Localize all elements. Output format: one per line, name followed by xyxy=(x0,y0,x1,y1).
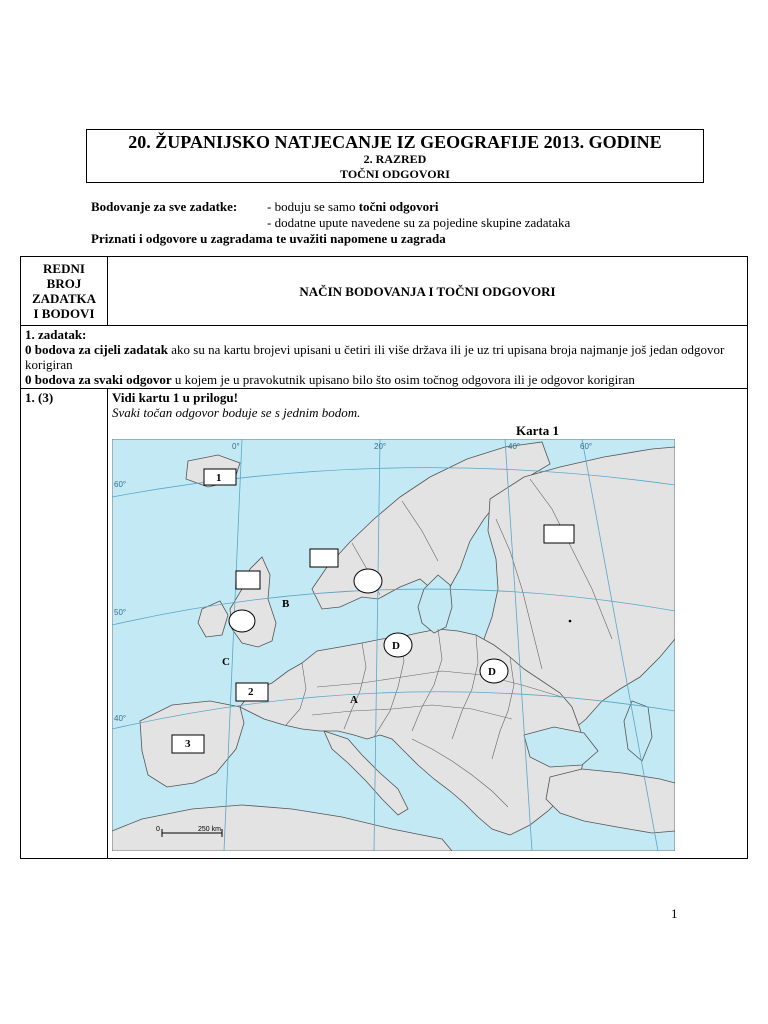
label-D2: D xyxy=(488,666,496,678)
label-box-1: 1 xyxy=(216,472,222,484)
label-C: C xyxy=(222,656,230,668)
answer-circle-1 xyxy=(354,569,382,593)
label-B: B xyxy=(282,598,290,610)
question-note: Svaki točan odgovor boduje se s jednim bodom. xyxy=(112,405,361,420)
rule1-bold: 0 bodova za cijeli zadatak xyxy=(25,342,168,357)
answer-table xyxy=(20,256,748,859)
label-box-2: 2 xyxy=(248,686,254,698)
question-content xyxy=(108,389,748,859)
rule2-text: u kojem je u pravokutnik upisano bilo što osim točnog odgovora ili je odgovor korigiran xyxy=(171,372,635,387)
label-50deg: 50° xyxy=(114,608,127,617)
task-title: 1. zadatak: xyxy=(25,327,87,342)
answer-box-empty-3 xyxy=(544,525,574,543)
column-header-scoring: NAČIN BODOVANJA I TOČNI ODGOVORI xyxy=(108,257,748,326)
document-subtitle: TOČNI ODGOVORI xyxy=(340,167,450,181)
scale-zero: 0 xyxy=(156,826,160,833)
task-1-rules xyxy=(21,326,748,389)
scoring-line1-text: - boduju se samo xyxy=(267,199,359,214)
rule2-bold: 0 bodova za svaki odgovor xyxy=(25,372,172,387)
question-instruction: Vidi kartu 1 u prilogu! xyxy=(112,390,238,405)
column-header-task-number: REDNI BROJ ZADATKA I BODOVI xyxy=(21,257,108,326)
label-A: A xyxy=(350,694,358,706)
answer-box-empty-1 xyxy=(310,549,338,567)
label-60deg: 60° xyxy=(114,480,127,489)
scoring-line2: - dodatne upute navedene su za pojedine skupine zadataka xyxy=(267,215,571,230)
label-40deg: 40° xyxy=(114,714,127,723)
europe-map xyxy=(112,439,675,851)
label-0deg: 0° xyxy=(232,442,240,451)
title-box xyxy=(86,129,704,183)
question-number: 1. (3) xyxy=(21,389,108,859)
label-40deg-lon: 40° xyxy=(508,442,521,451)
scoring-label: Bodovanje za sve zadatke: xyxy=(91,199,238,214)
grade-label: 2. RAZRED xyxy=(363,152,427,166)
label-D1: D xyxy=(392,640,400,652)
scoring-note: Priznati i odgovore u zagradama te uvažiti napomene u zagrada xyxy=(91,231,446,246)
label-box-3: 3 xyxy=(185,738,191,750)
answer-circle-2 xyxy=(229,610,255,632)
label-20deg: 20° xyxy=(374,442,387,451)
map-title: Karta 1 xyxy=(516,423,559,438)
document-title: 20. ŽUPANIJSKO NATJECANJE IZ GEOGRAFIJE 2013. GODINE xyxy=(128,132,662,152)
scale-end: 250 km xyxy=(198,826,221,833)
page-number: 1 xyxy=(671,906,678,921)
label-60deg-lon: 60° xyxy=(580,442,593,451)
scoring-line1-bold: točni odgovori xyxy=(358,199,439,214)
rule1-text: ako su na kartu brojevi upisani u četiri ili više država ili je uz tri upisana broja najmanje još jedan odgovor korigiran xyxy=(25,342,725,372)
answer-box-empty-2 xyxy=(236,571,260,589)
scoring-instructions xyxy=(91,199,570,247)
